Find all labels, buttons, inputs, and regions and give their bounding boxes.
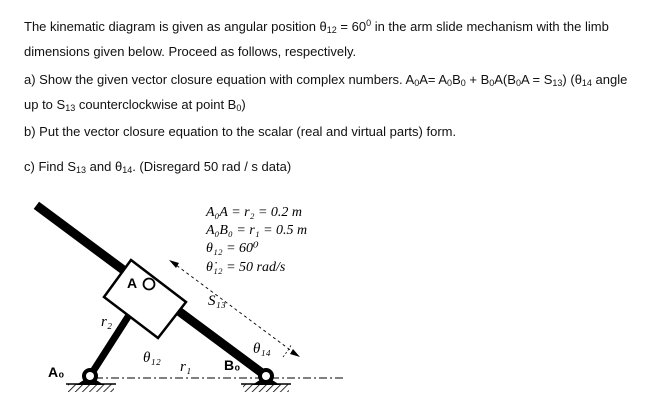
part-b-text: b) Put the vector closure equation to the scalar (real and virtual parts) form. — [24, 124, 457, 139]
eq-theta12: θ₁₂ = 60⁰ — [206, 241, 259, 256]
part-c-sub: 14 — [122, 165, 133, 175]
label-s13: S₁₃ — [208, 293, 226, 309]
slider-block — [104, 260, 186, 338]
part-a-sub: 0 — [515, 78, 521, 88]
s13-dimension-line — [172, 262, 297, 355]
intro-line2-text: dimensions given below. Proceed as follows, respectively. — [24, 44, 357, 59]
intro-theta-subscript: 12 — [326, 25, 337, 35]
part-a-text: a) Show the given vector closure equation with complex numbers. A — [24, 72, 415, 87]
label-a: A — [127, 275, 138, 291]
label-theta12: θ₁₂ — [143, 350, 161, 366]
part-c-text: . (Disregard 50 rad / s data) — [132, 159, 292, 174]
pivot-a0-pin — [86, 372, 94, 380]
intro-line1-end: in the arm slide mechanism with the limb — [371, 19, 609, 34]
label-a0: A₀ — [48, 364, 65, 380]
part-a-sub: 0 — [447, 78, 453, 88]
theta14-arc — [283, 345, 291, 357]
joint-a-pin — [144, 279, 155, 290]
part-c-text: and θ — [86, 159, 123, 174]
part-a-sub: 13 — [552, 78, 563, 88]
eq-r2: A₀A = r₂ = 0.2 m — [206, 205, 303, 220]
part-a-sub: 13 — [65, 103, 76, 113]
part-a-sub: 0 — [489, 78, 495, 88]
part-a-sub: 14 — [581, 78, 592, 88]
part-a-text: A= A — [419, 72, 448, 87]
intro-line1-mid: = 60 — [336, 19, 367, 34]
part-a-text: ) (θ — [562, 72, 582, 87]
label-b0: B₀ — [224, 357, 241, 373]
label-r1: r₁ — [180, 359, 192, 375]
part-a-text: + B — [465, 72, 490, 87]
part-a-text: A(B — [494, 72, 516, 87]
s13-arrow-end — [290, 349, 300, 357]
part-a-text: A = S — [520, 72, 553, 87]
part-a-text: up to S — [24, 97, 66, 112]
part-a-text: counterclockwise at point B — [75, 97, 237, 112]
part-c-text: c) Find S — [24, 159, 77, 174]
part-a-text: angle — [591, 72, 628, 87]
part-a-sub: 0 — [414, 78, 420, 88]
intro-degree-superscript: 0 — [366, 18, 372, 28]
pivot-b0-pin — [262, 372, 270, 380]
ground-hatch-a0 — [68, 384, 114, 392]
intro-line1-text: The kinematic diagram is given as angular position θ — [24, 19, 327, 34]
label-theta14: θ₁₄ — [253, 341, 271, 357]
part-a-text: ) — [241, 97, 246, 112]
part-a-sub: 0 — [460, 78, 466, 88]
part-c-sub: 13 — [76, 165, 87, 175]
eq-r1: A₀B₀ = r₁ = 0.5 m — [206, 223, 308, 238]
label-r2: r₂ — [101, 314, 113, 330]
part-a-text: B — [452, 72, 461, 87]
ground-hatch-b0 — [243, 384, 289, 392]
eq-omega12: θ̇₁₂ = 50 rad/s — [206, 260, 286, 275]
part-a-sub: 0 — [236, 103, 242, 113]
s13-arrow-start — [169, 260, 179, 268]
